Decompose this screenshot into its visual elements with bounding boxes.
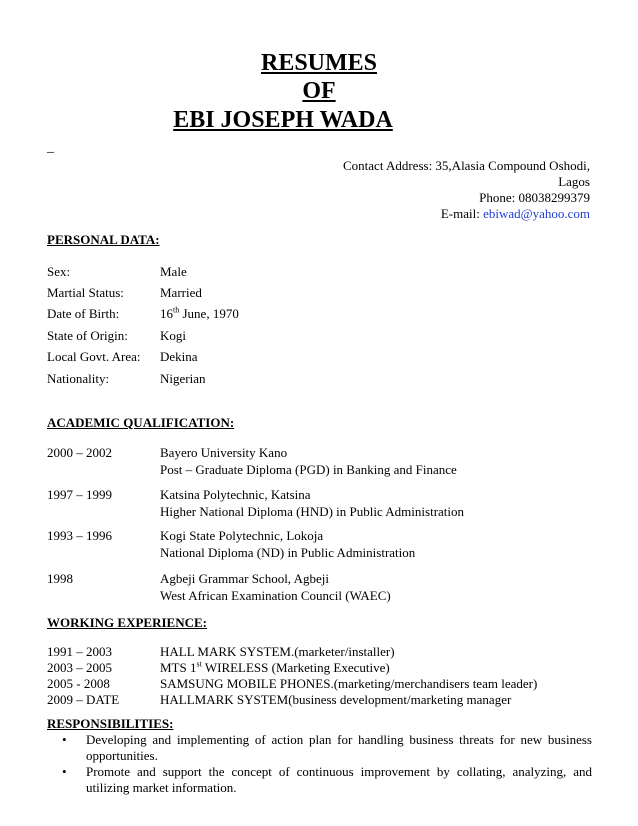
responsibility-text: Developing and implementing of action plan for handling business threats for new business opportunities.: [86, 732, 592, 763]
work-role-pre: MTS 1: [160, 660, 197, 675]
field-value: Married: [160, 285, 202, 300]
academic-institution: Agbeji Grammar School, Agbeji: [160, 571, 329, 586]
work-years: 2009 – DATE: [47, 692, 120, 707]
academic-qualification: Higher National Diploma (HND) in Public Administration: [160, 504, 465, 519]
academic-qualification: Post – Graduate Diploma (PGD) in Banking and Finance: [160, 462, 457, 477]
field-value: Nigerian: [160, 371, 206, 386]
responsibility-text: Promote and support the concept of continuous improvement by collating, analyzing, and utilizing market information.: [86, 764, 592, 795]
academic-years: 1997 – 1999: [47, 487, 112, 502]
contact-block: [343, 158, 590, 222]
academic-institution: Bayero University Kano: [160, 445, 288, 460]
work-role-sup: st: [196, 659, 202, 669]
personal-row-lga: [47, 349, 198, 365]
work-years: 2003 – 2005: [47, 660, 112, 675]
dob-suffix: th: [173, 305, 180, 315]
academic-institution: Kogi State Polytechnic, Lokoja: [160, 528, 324, 543]
list-item: [62, 732, 592, 764]
work-role: HALL MARK SYSTEM.(marketer/installer): [160, 644, 395, 659]
work-heading: WORKING EXPERIENCE:: [47, 615, 207, 630]
contact-address: Contact Address: 35,Alasia Compound Oshodi,: [343, 158, 590, 173]
field-value: Dekina: [160, 349, 198, 364]
personal-row-marital: [47, 285, 202, 301]
academic-qualification: West African Examination Council (WAEC): [160, 588, 391, 603]
title-resumes: RESUMES: [260, 50, 378, 76]
contact-city: Lagos: [558, 174, 590, 189]
personal-row-dob: [47, 305, 239, 322]
dob-day: 16: [160, 306, 173, 321]
field-label: Sex:: [47, 264, 71, 279]
academic-heading: ACADEMIC QUALIFICATION:: [47, 415, 235, 430]
field-label: Martial Status:: [47, 285, 124, 300]
title-name: EBI JOSEPH WADA: [173, 107, 393, 133]
academic-years: 2000 – 2002: [47, 445, 112, 460]
field-label: Nationality:: [47, 371, 110, 386]
contact-phone: Phone: 08038299379: [479, 190, 590, 205]
academic-institution: Katsina Polytechnic, Katsina: [160, 487, 311, 502]
work-role: HALLMARK SYSTEM(business development/marketing manager: [160, 692, 512, 707]
field-label: State of Origin:: [47, 328, 128, 343]
academic-qualification: National Diploma (ND) in Public Administration: [160, 545, 416, 560]
personal-row-sex: [47, 264, 187, 280]
responsibilities-heading: RESPONSIBILITIES:: [47, 716, 174, 731]
field-value: Kogi: [160, 328, 186, 343]
academic-years: 1998: [47, 571, 73, 586]
work-years: 2005 - 2008: [47, 676, 110, 691]
list-item: [62, 764, 592, 796]
title-of: OF: [302, 78, 336, 104]
personal-data-heading: PERSONAL DATA:: [47, 232, 160, 247]
dob-month-year: June, 1970: [179, 306, 239, 321]
bullet-icon: •: [62, 732, 67, 747]
personal-row-nationality: [47, 371, 206, 387]
work-years: 1991 – 2003: [47, 644, 112, 659]
academic-years: 1993 – 1996: [47, 528, 112, 543]
email-label: E-mail:: [440, 206, 484, 221]
email-link[interactable]: ebiwad@yahoo.com: [483, 206, 590, 221]
contact-email-line: [343, 206, 590, 222]
personal-row-state: [47, 328, 186, 344]
field-value: Male: [160, 264, 187, 279]
field-label: Local Govt. Area:: [47, 349, 141, 364]
work-role: SAMSUNG MOBILE PHONES.(marketing/merchandisers team leader): [160, 676, 538, 691]
bullet-icon: •: [62, 764, 67, 779]
responsibilities-list: [62, 732, 592, 796]
field-label: Date of Birth:: [47, 306, 120, 321]
stray-dash: _: [47, 140, 54, 155]
work-role-post: WIRELESS (Marketing Executive): [201, 660, 390, 675]
work-role: [160, 660, 390, 676]
field-value: [160, 306, 239, 322]
